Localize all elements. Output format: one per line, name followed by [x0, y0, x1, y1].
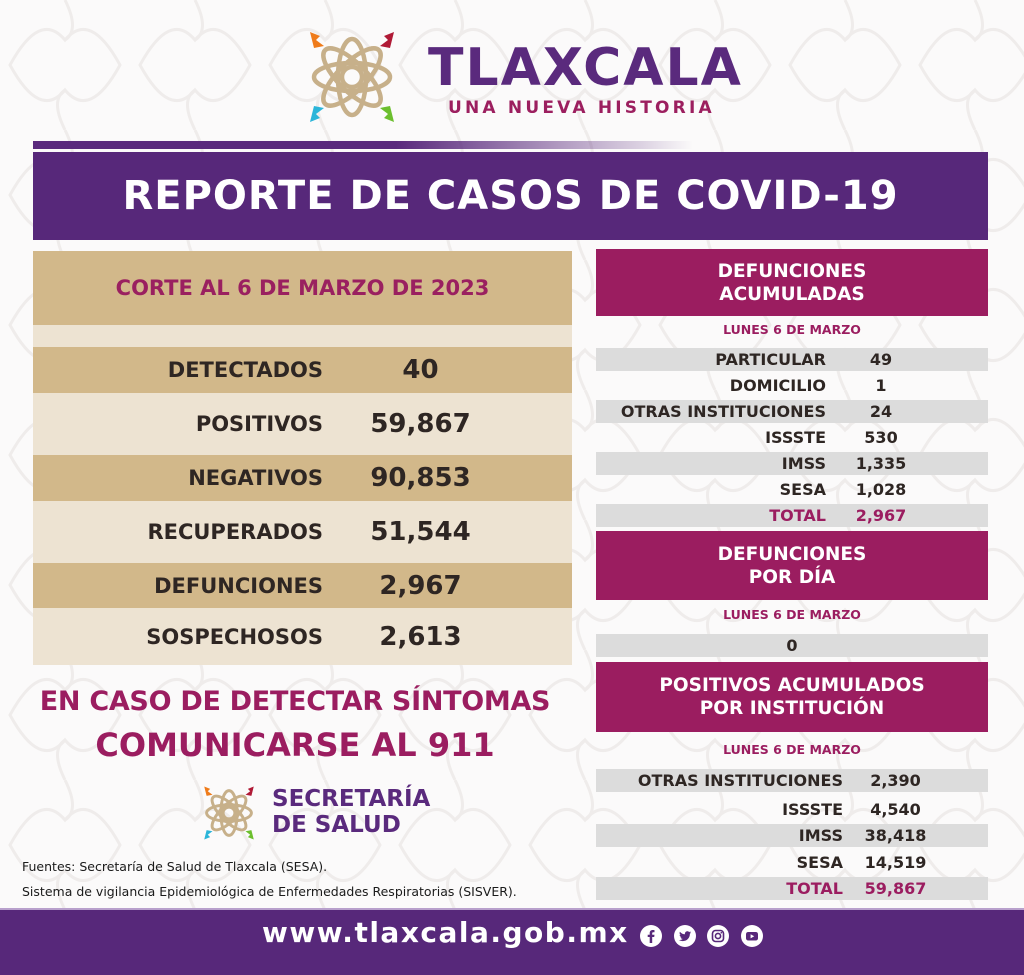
- row-label: DOMICILIO: [729, 376, 826, 395]
- positives-table: [596, 769, 988, 900]
- source-line-1: Fuentes: Secretaría de Salud de Tlaxcala (SESA).: [22, 859, 328, 874]
- stat-value: 59,867: [370, 409, 471, 439]
- stat-value: 51,544: [370, 517, 471, 547]
- report-title-banner: [33, 152, 988, 240]
- instagram-icon[interactable]: [706, 924, 730, 948]
- stat-label: SOSPECHOSOS: [146, 624, 323, 649]
- brand-title: TLAXCALA: [428, 38, 743, 98]
- deaths-accumulated-title-2: ACUMULADAS: [719, 283, 865, 305]
- deaths-per-day-value: 0: [786, 636, 798, 655]
- death-row: [596, 348, 988, 371]
- stat-label: NEGATIVOS: [188, 466, 323, 490]
- secretaria-line1: SECRETARÍA: [272, 786, 431, 812]
- row-label: SESA: [779, 480, 826, 499]
- death-row: [596, 478, 988, 501]
- stat-row-detectados: [33, 347, 572, 393]
- secretaria-line2: DE SALUD: [272, 812, 401, 838]
- row-value: 49: [869, 350, 893, 369]
- row-value: 530: [864, 428, 898, 447]
- death-row: [596, 452, 988, 475]
- positive-row: [596, 851, 988, 874]
- stat-label: DETECTADOS: [167, 358, 323, 382]
- row-value: 2,390: [870, 771, 921, 790]
- stat-value: 2,967: [379, 570, 462, 601]
- row-label: SESA: [796, 853, 843, 872]
- row-value: 4,540: [870, 800, 921, 819]
- row-label: TOTAL: [769, 506, 826, 525]
- death-row: [596, 400, 988, 423]
- death-total-row: [596, 504, 988, 527]
- twitter-icon[interactable]: [673, 924, 697, 948]
- spacer: [33, 325, 572, 347]
- row-label: PARTICULAR: [715, 350, 826, 369]
- positive-total-row: [596, 877, 988, 900]
- deaths-accumulated-header: [596, 249, 988, 316]
- row-label: ISSSTE: [765, 428, 826, 447]
- row-label: ISSSTE: [782, 800, 843, 819]
- deaths-per-day-header: [596, 531, 988, 600]
- stat-row-sospechosos: [33, 608, 572, 665]
- stat-label: DEFUNCIONES: [154, 573, 323, 598]
- website-link[interactable]: www.tlaxcala.gob.mx: [262, 916, 629, 949]
- stat-row-defunciones: [33, 563, 572, 608]
- row-value: 38,418: [864, 826, 927, 845]
- youtube-icon[interactable]: [740, 924, 764, 948]
- brand-subtitle: UNA NUEVA HISTORIA: [448, 98, 715, 118]
- summary-table: [33, 251, 572, 665]
- stat-row-negativos: [33, 455, 572, 501]
- stat-label: RECUPERADOS: [147, 520, 323, 544]
- stat-value: 40: [402, 355, 439, 385]
- row-value: 59,867: [864, 879, 927, 898]
- row-value: 14,519: [864, 853, 927, 872]
- row-label: IMSS: [798, 826, 843, 845]
- row-value: 1,028: [855, 480, 907, 499]
- symptoms-warning: EN CASO DE DETECTAR SÍNTOMAS: [39, 686, 551, 717]
- death-row: [596, 426, 988, 449]
- row-value: 1,335: [855, 454, 907, 473]
- positive-row: [596, 769, 988, 792]
- source-line-2: Sistema de vigilancia Epidemiológica de Enfermedades Respiratorias (SISVER).: [22, 884, 517, 899]
- tlaxcala-flower-logo-icon: [296, 22, 408, 132]
- positives-by-institution-header: [596, 662, 988, 732]
- report-title: REPORTE DE CASOS DE COVID-19: [122, 173, 899, 219]
- decorative-gradient-strip: [33, 141, 693, 149]
- row-value: 2,967: [855, 506, 907, 525]
- stat-row-positivos: [33, 393, 572, 455]
- row-label: TOTAL: [786, 879, 843, 898]
- stat-row-recuperados: [33, 501, 572, 563]
- stat-value: 90,853: [370, 463, 471, 493]
- secretaria-flower-logo-icon: [196, 780, 262, 846]
- stat-label: POSITIVOS: [195, 412, 323, 436]
- positive-row: [596, 824, 988, 847]
- row-value: 1: [875, 376, 887, 395]
- deaths-accumulated-title-1: DEFUNCIONES: [717, 260, 867, 282]
- deaths-per-day-title-2: POR DÍA: [748, 566, 836, 588]
- facebook-icon[interactable]: [639, 924, 663, 948]
- row-label: OTRAS INSTITUCIONES: [637, 771, 843, 790]
- row-value: 24: [869, 402, 893, 421]
- sources-note: [22, 854, 517, 904]
- deaths-accumulated-date: LUNES 6 DE MARZO: [723, 322, 861, 337]
- emergency-call-text: COMUNICARSE AL 911: [95, 726, 495, 764]
- positives-date: LUNES 6 DE MARZO: [723, 742, 861, 757]
- row-label: OTRAS INSTITUCIONES: [620, 402, 826, 421]
- cutoff-date: CORTE AL 6 DE MARZO DE 2023: [33, 251, 572, 325]
- death-row: [596, 374, 988, 397]
- deaths-accumulated-table: [596, 348, 988, 527]
- positives-title-1: POSITIVOS ACUMULADOS: [659, 675, 925, 696]
- deaths-per-day-title-1: DEFUNCIONES: [717, 543, 867, 565]
- stat-value: 2,613: [379, 621, 462, 652]
- secretaria-de-salud-title: [272, 786, 430, 838]
- row-label: IMSS: [781, 454, 826, 473]
- deaths-per-day-date: LUNES 6 DE MARZO: [723, 607, 861, 622]
- positives-title-2: POR INSTITUCIÓN: [699, 698, 885, 719]
- positive-row: [596, 798, 988, 821]
- deaths-per-day-row: [596, 634, 988, 657]
